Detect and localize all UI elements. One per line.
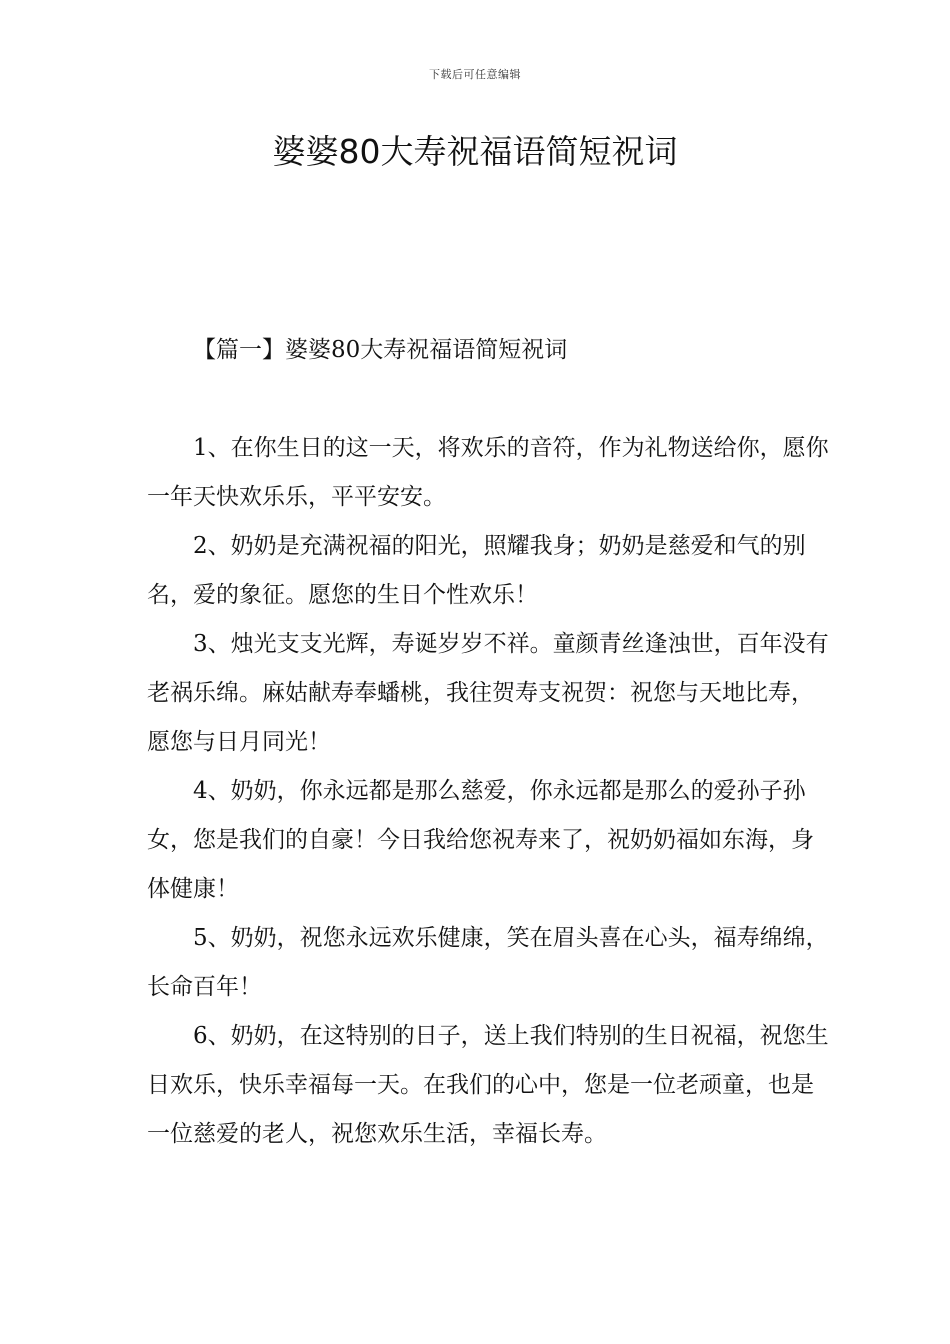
document-body [147, 424, 832, 1159]
paragraph-4: 4、奶奶，你永远都是那么慈爱，你永远都是那么的爱孙子孙女，您是我们的自豪！今日我给您祝寿来了，祝奶奶福如东海，身体健康！ [147, 778, 814, 902]
paragraph-6: 6、奶奶，在这特别的日子，送上我们特别的生日祝福，祝您生日欢乐，快乐幸福每一天。在我们的心中，您是一位老顽童，也是一位慈爱的老人，祝您欢乐生活，幸福长寿。 [147, 1023, 829, 1147]
document-title: 婆婆80大寿祝福语简短祝词 [272, 132, 678, 171]
paragraph-5: 5、奶奶，祝您永远欢乐健康，笑在眉头喜在心头，福寿绵绵，长命百年！ [147, 925, 829, 1000]
paragraph-2: 2、奶奶是充满祝福的阳光，照耀我身；奶奶是慈爱和气的别名，爱的象征。愿您的生日个性欢乐！ [147, 533, 806, 608]
section-heading: 【篇一】婆婆80大寿祝福语简短祝词 [193, 337, 568, 363]
header-note: 下载后可任意编辑 [429, 68, 521, 81]
paragraph-1: 1、在你生日的这一天，将欢乐的音符，作为礼物送给你，愿你一年天快欢乐乐，平平安安。 [147, 435, 829, 510]
paragraph-3: 3、烛光支支光辉，寿诞岁岁不祥。童颜青丝逢浊世，百年没有老祸乐绵。麻姑献寿奉蟠桃，我往贺寿支祝贺：祝您与天地比寿，愿您与日月同光！ [147, 631, 829, 755]
